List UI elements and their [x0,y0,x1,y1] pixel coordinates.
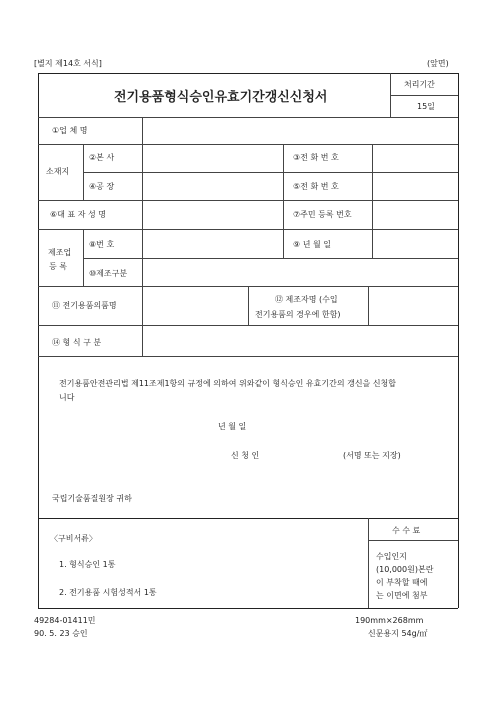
col-line [372,144,373,258]
maker-label-1: ⑫ 제조자명 (수입 [275,295,338,304]
row-line [38,356,458,357]
row-line [38,229,458,230]
statement-date: 년 월 일 [218,422,247,431]
resident-id-label: ⑦주민 등록 번호 [293,210,352,219]
footer-approval: 90. 5. 23 승인 [34,629,88,638]
page-side-label: (앞면) [427,59,449,68]
col-line [142,325,143,356]
col-line [142,144,143,286]
fee-label: 수 수 료 [392,526,421,535]
processing-period-value: 15일 [417,102,435,111]
document-item-1: 1. 형식승인 1통 [59,560,116,569]
applicant-label: 신 청 인 [231,451,260,460]
footer-size: 190mm×268mm [355,616,424,625]
fee-line-1: 수입인지 [376,552,407,561]
col-line [83,144,84,200]
fee-line-2: (10,000원)본란 [376,565,434,574]
representative-label: ⑥대 표 자 성 명 [50,210,106,219]
processing-period-label: 처리기간 [404,80,435,89]
head-office-label: ②본 사 [89,153,115,162]
manufacture-category-label: ⑩제조구분 [89,269,128,278]
frame-right [458,73,459,608]
reg-number-label: ⑧번 호 [89,240,115,249]
row-line [38,325,458,326]
signature-label: (서명 또는 지장) [343,451,401,460]
statement-line-2: 니다 [59,393,75,402]
footer-code: 49284-01411민 [34,616,96,625]
frame-top [38,73,458,74]
phone-label-1: ③전 화 번 호 [293,153,339,162]
product-name-label: ⑪ 전기용품의품명 [52,301,117,310]
fee-divider [368,540,458,541]
company-name-label: ①업 체 명 [52,126,88,135]
statement-line-1: 전기용품안전관리법 제11조제1항의 규정에 의하여 위와같이 형식승인 유효기간의 갱신을 신청합 [59,379,397,388]
form-number: [별지 제14호 서식] [34,59,102,68]
col-line [248,286,249,325]
col-line [283,144,284,258]
row-line [38,144,458,145]
phone-label-2: ⑤전 화 번 호 [293,182,339,191]
footer-paper: 신문용지 54g/㎡ [368,629,428,638]
row-line [38,518,458,519]
col-line [142,286,143,325]
manufacturer-reg-label-1: 제조업 [48,248,72,257]
document-item-2: 2. 전기용품 시험성적서 1통 [59,588,157,597]
addressee: 국립기술품질원장 귀하 [52,494,132,503]
row-line [83,258,458,259]
factory-label: ④공 장 [89,182,115,191]
row-line [38,200,458,201]
col-line [368,286,369,325]
row-line [38,117,458,118]
col-line [83,229,84,286]
maker-label-2: 전기용품의 경우에 한함) [255,310,341,319]
form-title: 전기용품형식승인유효기간갱신신청서 [114,90,328,105]
fee-line-3: 이 부착할 때에 [376,578,428,587]
frame-bottom [38,608,458,609]
documents-heading: 〈구비서류〉 [50,534,97,543]
location-label: 소재지 [46,167,70,176]
fee-line-4: 는 이면에 첨부 [376,591,428,600]
frame-left [38,73,39,608]
type-class-label: ⑭ 형 식 구 분 [52,338,102,347]
row-line [83,172,458,173]
reg-date-label: ⑨ 년 월 일 [293,240,331,249]
period-divider [390,95,458,96]
col-line [142,117,143,144]
manufacturer-reg-label-2: 등 록 [49,262,67,271]
col-line [368,518,369,608]
